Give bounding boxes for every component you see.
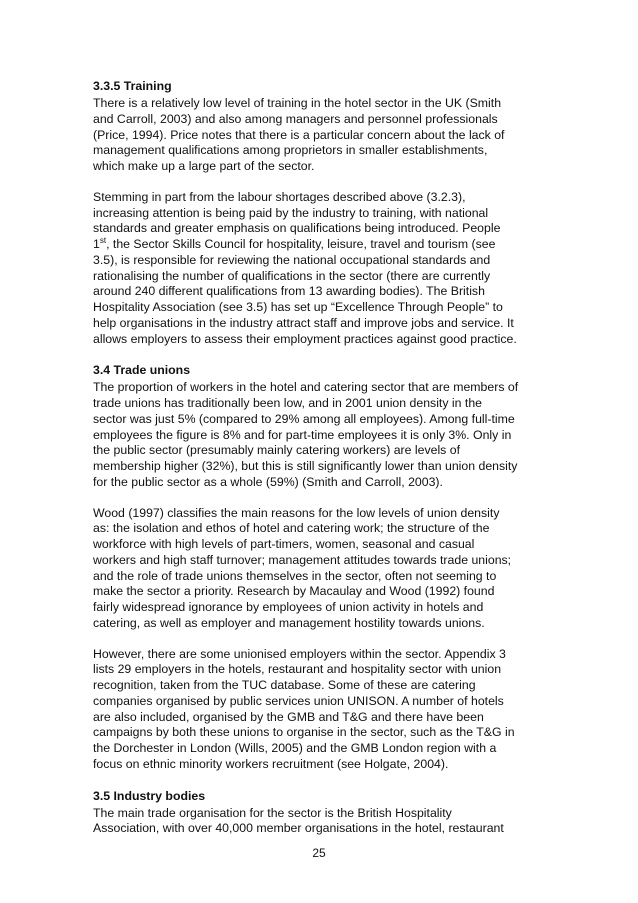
paragraph [93,380,553,490]
text-line: Wood (1997) classifies the main reasons for the low levels of union density [93,505,500,520]
text-line: The main trade organisation for the sector is the British Hospitality [93,805,452,820]
page-number: 25 [312,846,326,860]
text-line: which make up a large part of the sector. [93,159,315,173]
section-heading-industry-bodies: 3.5 Industry bodies [93,788,206,803]
text-line: recognition, taken from the TUC database. Some of these are catering [93,678,476,692]
document-page [93,78,553,852]
text-line: There is a relatively low level of training in the hotel sector in the UK (Smith [93,96,502,110]
text-fragment: 1 [93,237,100,251]
text-line: the public sector (presumably mainly catering workers) are levels of [93,443,461,458]
paragraph [93,647,553,773]
text-line: increasing attention is being paid by the industry to training, with national [93,205,489,220]
paragraph [93,190,553,348]
text-line: However, there are some unionised employers within the sector. Appendix 3 [93,646,506,661]
section-heading-training: 3.3.5 Training [93,79,172,93]
paragraph [93,96,553,175]
text-line: as: the isolation and ethos of hotel and catering work; the structure of the [93,521,490,536]
paragraph [93,506,553,632]
text-line: membership higher (32%), but this is still significantly lower than union density [93,459,518,473]
text-line: Association, with over 40,000 member organisations in the hotel, restaurant [93,821,504,836]
text-line: catering, as well as employer and management hostility towards unions. [93,615,485,630]
text-line: and Carroll, 2003) and also among managers and personnel professionals [93,111,498,126]
text-line: employees the figure is 8% and for part-time employees it is only 3%. Only in [93,427,512,442]
text-line: management qualifications among proprietors in smaller establishments, [93,143,488,158]
text-line: allows employers to assess their employment practices against good practice. [93,331,517,346]
text-line: rationalising the number of qualifications in the sector (there are currently [93,268,491,283]
text-line: for the public sector as a whole (59%) (Smith and Carroll, 2003). [93,474,443,489]
text-line: Hospitality Association (see 3.5) has set up “Excellence Through People” to [93,300,503,314]
text-line: are also included, organised by the GMB and T&G and there have been [93,709,484,724]
text-line: standards and greater emphasis on qualifications being introduced. People [93,221,501,236]
text-line: trade unions has traditionally been low, and in 2001 union density in the [93,396,482,410]
section-heading-trade-unions: 3.4 Trade unions [93,363,191,378]
text-line: sector was just 5% (compared to 29% among all employees). Among full-time [93,411,515,426]
text-line: (Price, 1994). Price notes that there is a particular concern about the lack of [93,127,505,142]
text-line: help organisations in the industry attract staff and improve jobs and service. It [93,315,514,330]
text-line: campaigns by both these unions to organise in the sector, such as the T&G in [93,725,515,740]
text-fragment: , the Sector Skills Council for hospitality, leisure, travel and tourism (see [106,237,496,251]
text-line: focus on ethnic minority workers recruitment (see Holgate, 2004). [93,756,449,771]
text-line [93,237,553,253]
superscript: st [99,236,107,245]
text-line: and the role of trade unions themselves in the sector, often not seeming to [93,568,497,583]
text-line: 3.5), is responsible for reviewing the national occupational standards and [93,252,491,267]
text-line: workforce with high levels of part-timers, women, seasonal and casual [93,537,475,551]
text-line: Stemming in part from the labour shortages described above (3.2.3), [93,189,466,204]
paragraph [93,806,553,838]
text-line: around 240 different qualifications from 13 awarding bodies). The British [93,284,485,299]
text-line: fairly widespread ignorance by employees of union activity in hotels and [93,600,484,614]
text-line: the Dorchester in London (Wills, 2005) and the GMB London region with a [93,741,497,755]
text-line: lists 29 employers in the hotels, restaurant and hospitality sector with union [93,662,502,677]
text-line: workers and high staff turnover; management attitudes towards trade unions; [93,552,512,567]
text-line: companies organised by public services union UNISON. A number of hotels [93,693,504,708]
text-line: The proportion of workers in the hotel and catering sector that are members of [93,380,519,395]
text-line: make the sector a priority. Research by Macaulay and Wood (1992) found [93,584,495,599]
